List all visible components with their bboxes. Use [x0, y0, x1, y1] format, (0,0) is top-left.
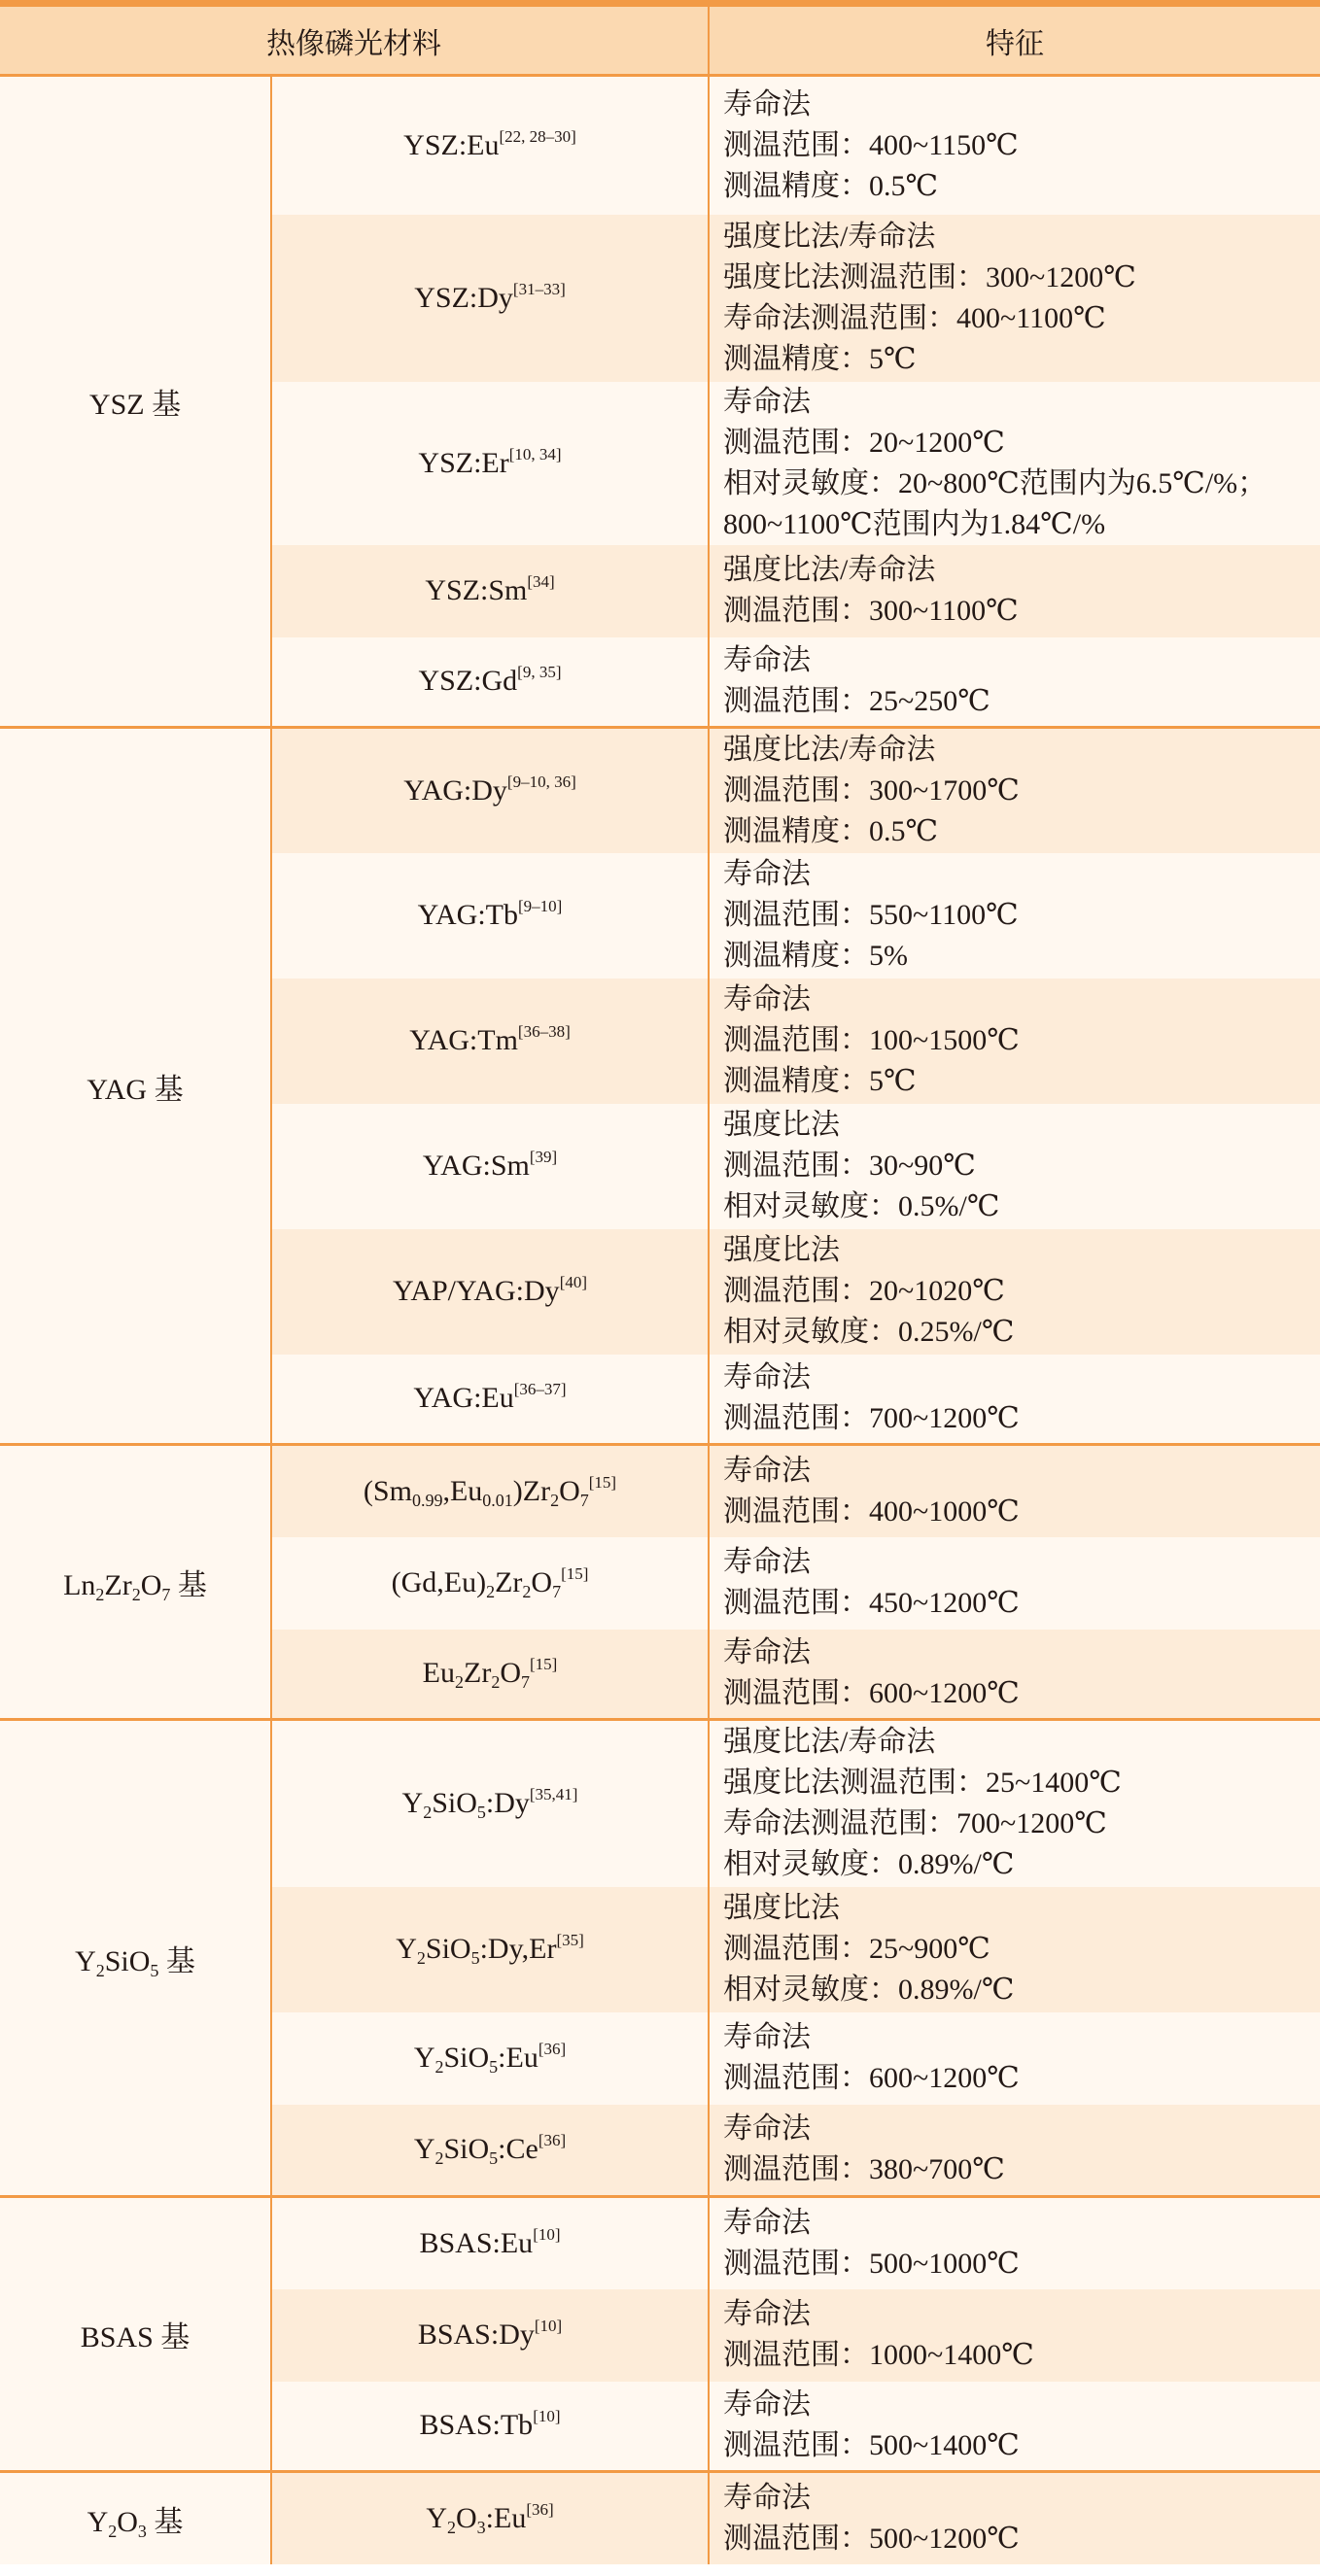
reference-superscript: [9–10, 36] [506, 772, 576, 791]
reference-superscript: [36] [538, 2131, 567, 2150]
formula-subscript: 2 [416, 1948, 426, 1968]
formula-subscript: 2 [550, 1490, 560, 1510]
formula-subscript: 2 [95, 1585, 105, 1604]
group-label: YAG 基 [0, 728, 271, 1445]
feature-line: 寿命法 [723, 2298, 811, 2330]
formula-subscript: 2 [486, 1582, 496, 1601]
feature-line: 寿命法 [723, 1361, 811, 1394]
feature-line: 寿命法 [723, 858, 811, 890]
features-cell [709, 637, 1320, 728]
table-body [0, 76, 1320, 2564]
reference-superscript: [10, 34] [508, 444, 562, 464]
feature-line: 相对灵敏度：20~800℃范围内为6.5℃/%； [723, 466, 1268, 499]
feature-line: 寿命法 [723, 87, 811, 120]
features-cell [709, 728, 1320, 853]
features-cell [709, 76, 1320, 215]
formula-subscript: 7 [552, 1582, 562, 1601]
reference-superscript: [10] [533, 2224, 561, 2244]
feature-line: 测温范围：300~1700℃ [723, 773, 1020, 807]
features-cell [709, 2105, 1320, 2197]
feature-line: 测温范围：300~1100℃ [723, 595, 1019, 627]
features-cell [709, 2289, 1320, 2382]
feature-line: 800~1100℃范围内为1.84℃/% [723, 507, 1106, 540]
formula-subscript: 2 [447, 2517, 456, 2537]
features-cell [709, 1720, 1320, 1887]
feature-line: 寿命法 [723, 2112, 811, 2146]
material-cell: YSZ:Dy[31–33] [271, 215, 709, 382]
feature-line: 测温范围：100~1500℃ [723, 1024, 1020, 1056]
reference-superscript: [9, 35] [517, 663, 562, 682]
material-cell: YAG:Sm[39] [271, 1104, 709, 1229]
formula-subscript: 5 [470, 1948, 480, 1968]
feature-line: 寿命法 [723, 1636, 811, 1669]
feature-line: 测温范围：1000~1400℃ [723, 2339, 1034, 2371]
material-cell: BSAS:Eu[10] [271, 2197, 709, 2289]
reference-superscript: [36] [526, 2499, 554, 2519]
feature-line: 测温范围：30~90℃ [723, 1150, 976, 1182]
table-row [0, 728, 1320, 853]
feature-line: 寿命法 [723, 2021, 811, 2053]
feature-line: 强度比法测温范围：300~1200℃ [723, 260, 1136, 293]
material-cell: YSZ:Eu[22, 28–30] [271, 76, 709, 215]
feature-line: 寿命法 [723, 2388, 811, 2421]
formula-subscript: 2 [108, 2521, 118, 2541]
feature-line: 强度比法 [723, 1109, 840, 1141]
group-label: $Y_2O_3$ 基 [0, 2472, 271, 2564]
feature-line: 相对灵敏度：0.5%/℃ [723, 1190, 1000, 1222]
feature-line: 测温范围：500~1000℃ [723, 2247, 1020, 2280]
features-cell [709, 1355, 1320, 1445]
feature-line: 强度比法 [723, 1892, 840, 1924]
features-cell [709, 1445, 1320, 1537]
features-cell [709, 1229, 1320, 1355]
reference-superscript: [40] [559, 1273, 588, 1291]
table-row [0, 1445, 1320, 1537]
reference-superscript: [36–38] [517, 1022, 571, 1041]
header-features: 特征 [709, 4, 1320, 76]
reference-superscript: [22, 28–30] [499, 126, 576, 146]
reference-superscript: [9–10] [518, 897, 563, 915]
features-cell [709, 2197, 1320, 2289]
feature-line: 测温范围：450~1200℃ [723, 1587, 1020, 1619]
formula-subscript: 3 [137, 2521, 147, 2541]
feature-line: 测温范围：380~700℃ [723, 2153, 1005, 2186]
material-cell: $(Sm_{0.99},Eu_{0.01})Zr_2O_7[15]$ [271, 1445, 709, 1537]
reference-superscript: [15] [561, 1564, 589, 1583]
material-cell: BSAS:Tb[10] [271, 2382, 709, 2472]
material-cell: $Y_2SiO_5:Eu[36]$ [271, 2012, 709, 2105]
material-cell: $(Gd,Eu)_2Zr_2O_7[15]$ [271, 1537, 709, 1630]
feature-line: 强度比法/寿命法 [723, 1726, 936, 1759]
feature-line: 寿命法 [723, 385, 811, 418]
formula-subscript: 5 [489, 2148, 499, 2169]
reference-superscript: [35] [556, 1931, 584, 1949]
features-cell [709, 1630, 1320, 1720]
material-cell: YAG:Eu[36–37] [271, 1355, 709, 1445]
formula-subscript: 2 [95, 1961, 105, 1980]
feature-line: 测温范围：400~1000℃ [723, 1494, 1020, 1528]
formula-subscript: 0.99 [411, 1490, 443, 1510]
header-row [0, 4, 1320, 76]
reference-superscript: [15] [588, 1472, 617, 1492]
formula-subscript: 7 [161, 1585, 171, 1604]
group-label: $Y_2SiO_5$ 基 [0, 1720, 271, 2197]
feature-line: 测温精度：0.5℃ [723, 169, 939, 202]
material-cell: YAG:Dy[9–10, 36] [271, 728, 709, 853]
feature-line: 寿命法 [723, 2206, 811, 2239]
feature-line: 寿命法测温范围：400~1100℃ [723, 301, 1106, 334]
feature-line: 测温精度：5% [723, 940, 908, 972]
formula-subscript: 5 [150, 1961, 159, 1980]
material-cell: BSAS:Dy[10] [271, 2289, 709, 2382]
feature-line: 寿命法 [723, 983, 811, 1015]
feature-line: 寿命法 [723, 1454, 811, 1487]
reference-superscript: [10] [534, 2317, 563, 2335]
feature-line: 测温范围：25~900℃ [723, 1933, 990, 1965]
feature-line: 强度比法/寿命法 [723, 554, 936, 586]
header-material: 热像磷光材料 [0, 4, 709, 76]
formula-subscript: 2 [434, 2148, 444, 2169]
reference-superscript: [39] [529, 1148, 558, 1166]
material-cell: YSZ:Sm[34] [271, 545, 709, 637]
material-cell: YSZ:Er[10, 34] [271, 382, 709, 545]
formula-subscript: 7 [521, 1672, 530, 1693]
table-row [0, 1720, 1320, 1887]
feature-line: 测温范围：600~1200℃ [723, 2062, 1020, 2094]
feature-line: 测温范围：20~1200℃ [723, 426, 1005, 459]
formula-subscript: 0.01 [482, 1490, 513, 1510]
feature-line: 测温范围：550~1100℃ [723, 899, 1019, 931]
feature-line: 测温精度：5℃ [723, 342, 917, 375]
formula-subscript: 2 [491, 1672, 501, 1693]
material-cell: $Y_2SiO_5:Dy,Er[35]$ [271, 1887, 709, 2012]
features-cell [709, 1537, 1320, 1630]
feature-line: 强度比法测温范围：25~1400℃ [723, 1767, 1122, 1800]
material-cell: YAP/YAG:Dy[40] [271, 1229, 709, 1355]
material-cell: $Y_2O_3:Eu[36]$ [271, 2472, 709, 2564]
reference-superscript: [10] [533, 2407, 561, 2426]
material-cell: $Eu_2Zr_2O_7[15]$ [271, 1630, 709, 1720]
feature-line: 测温范围：600~1200℃ [723, 1677, 1020, 1710]
table-row [0, 2197, 1320, 2289]
table-row [0, 76, 1320, 215]
formula-subscript: 2 [434, 2057, 444, 2077]
reference-superscript: [35,41] [529, 1785, 578, 1804]
group-label: YSZ 基 [0, 76, 271, 728]
reference-superscript: [36–37] [513, 1380, 567, 1399]
features-cell [709, 545, 1320, 637]
feature-line: 寿命法测温范围：700~1200℃ [723, 1807, 1107, 1840]
feature-line: 相对灵敏度：0.25%/℃ [723, 1316, 1015, 1348]
material-cell: $Y_2SiO_5:Dy[35,41]$ [271, 1720, 709, 1887]
feature-line: 相对灵敏度：0.89%/℃ [723, 1974, 1015, 2006]
features-cell [709, 853, 1320, 979]
formula-subscript: 3 [476, 2517, 486, 2537]
formula-subscript: 5 [476, 1803, 486, 1823]
table-header [0, 4, 1320, 76]
reference-superscript: [15] [530, 1655, 558, 1674]
material-cell: YAG:Tb[9–10] [271, 853, 709, 979]
features-cell [709, 382, 1320, 545]
feature-line: 测温范围：25~250℃ [723, 685, 990, 718]
formula-subscript: 2 [522, 1582, 532, 1601]
feature-line: 测温范围：500~1200℃ [723, 2522, 1020, 2555]
material-cell: $Y_2SiO_5:Ce[36]$ [271, 2105, 709, 2197]
feature-line: 测温精度：0.5℃ [723, 814, 939, 847]
features-cell [709, 1104, 1320, 1229]
features-cell [709, 2382, 1320, 2472]
reference-superscript: [34] [527, 572, 555, 591]
feature-line: 强度比法/寿命法 [723, 733, 936, 766]
reference-superscript: [36] [538, 2040, 567, 2058]
formula-subscript: 2 [423, 1803, 433, 1823]
features-cell [709, 2472, 1320, 2564]
feature-line: 寿命法 [723, 644, 811, 677]
feature-line: 测温范围：700~1200℃ [723, 1402, 1020, 1435]
feature-line: 寿命法 [723, 1546, 811, 1578]
formula-subscript: 2 [131, 1585, 141, 1604]
group-label: $Ln_2Zr_2O_7$ 基 [0, 1445, 271, 1720]
features-cell [709, 215, 1320, 382]
group-label: BSAS 基 [0, 2197, 271, 2472]
feature-line: 测温精度：5℃ [723, 1065, 917, 1097]
table-row [0, 2472, 1320, 2564]
feature-line: 强度比法 [723, 1234, 840, 1266]
material-cell: YAG:Tm[36–38] [271, 979, 709, 1104]
feature-line: 寿命法 [723, 2481, 811, 2514]
features-cell [709, 979, 1320, 1104]
features-cell [709, 2012, 1320, 2105]
formula-subscript: 2 [455, 1672, 464, 1693]
features-cell [709, 1887, 1320, 2012]
feature-line: 测温范围：500~1400℃ [723, 2429, 1020, 2462]
material-cell: YSZ:Gd[9, 35] [271, 637, 709, 728]
reference-superscript: [31–33] [512, 279, 566, 298]
feature-line: 测温范围：400~1150℃ [723, 128, 1019, 161]
formula-subscript: 5 [489, 2057, 499, 2077]
feature-line: 强度比法/寿命法 [723, 220, 936, 253]
feature-line: 测温范围：20~1020℃ [723, 1275, 1005, 1307]
feature-line: 相对灵敏度：0.89%/℃ [723, 1848, 1015, 1881]
formula-subscript: 7 [579, 1490, 589, 1510]
